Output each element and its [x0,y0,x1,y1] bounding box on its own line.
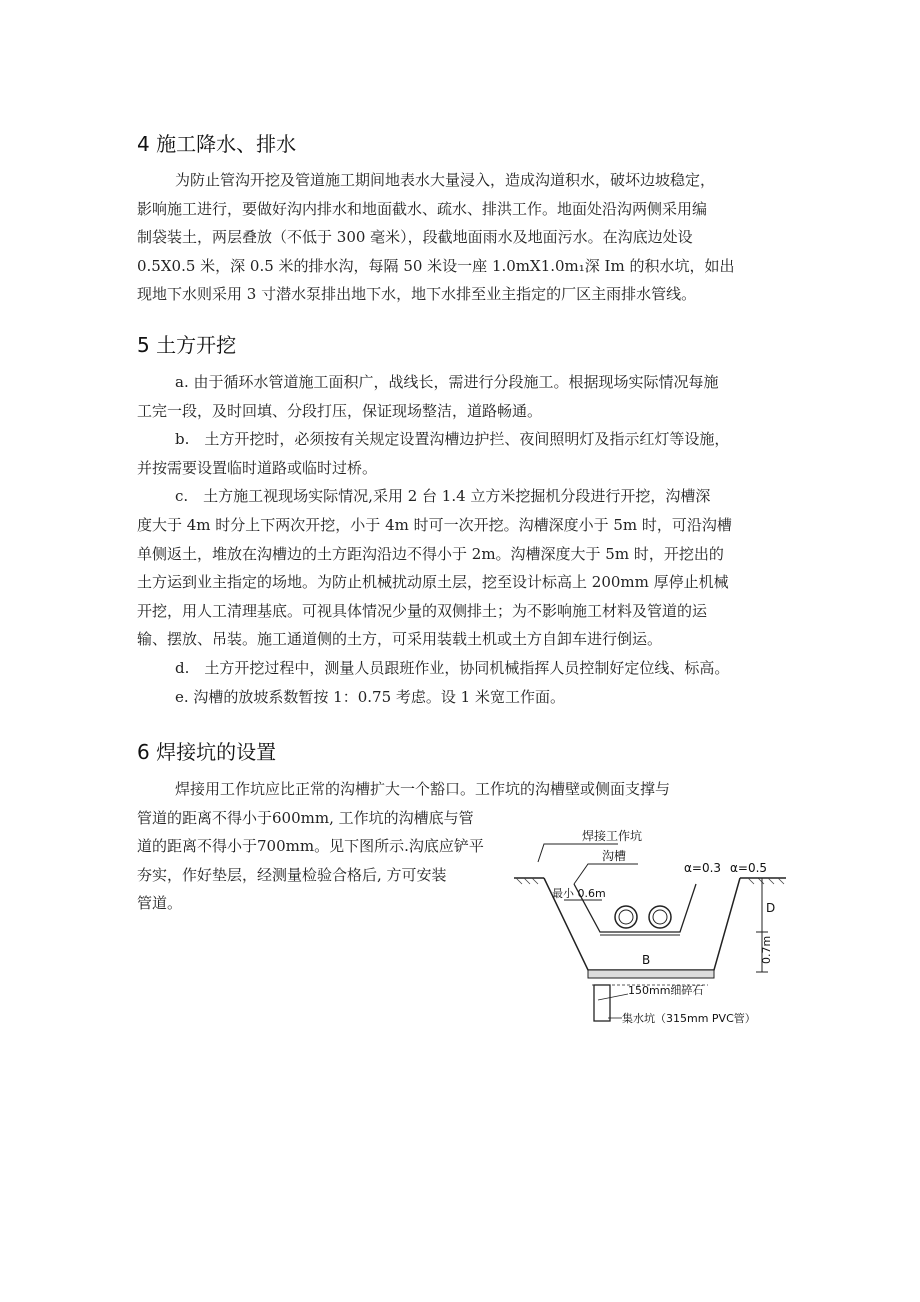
label-min-distance: 最小 0.6m [552,887,606,900]
paragraph-line: 制袋装土，两层叠放（不低于 300 毫米），段截地面雨水及地面污水。在沟底边处设 [137,228,693,247]
paragraph-line: 夯实，作好垫层，经测量检验合格后, 方可安装 [137,865,447,884]
bedding-layer [588,970,714,978]
paragraph-line: 管道。 [137,894,183,913]
label-welding-pit: 焊接工作坑 [582,829,643,843]
paragraph-line: 并按需要设置临时道路或临时过桥。 [137,458,378,477]
paragraph-line: 影响施工进行，要做好沟内排水和地面截水、疏水、排洪工作。地面处沿沟两侧采用编 [137,199,708,218]
welding-pit-diagram [508,822,790,1032]
label-width-b: B [642,953,651,967]
pipe-left-icon [615,906,637,928]
paragraph-line: 度大于 4m 时分上下两次开挖，小于 4m 时可一次开挖。沟槽深度小于 5m 时，可沿沟槽 [137,515,732,534]
gravel-leader-line [598,994,628,1000]
paragraph-line: e. 沟槽的放坡系数暂按 1：0.75 考虑。设 1 米宽工作面。 [175,687,565,706]
section-5-paragraph [137,368,789,711]
paragraph-line: 工完一段，及时回填、分段打压，保证现场整洁，道路畅通。 [137,401,543,420]
paragraph-line: 焊接用工作坑应比正常的沟槽扩大一个豁口。工作坑的沟槽壁或侧面支撑与 [175,780,671,798]
paragraph-line: 0.5X0.5 米，深 0.5 米的排水沟，每隔 50 米设一座 1.0mX1.0m₁深 Im 的积水坑，如出 [137,256,735,275]
paragraph-line: c. 土方施工视现场实际情况,采用 2 台 1.4 立方米挖掘机分段进行开挖，沟槽深 [175,487,711,506]
section-6-heading: 6 焊接坑的设置 [137,740,277,764]
label-0-7m: 0.7m [760,935,773,964]
paragraph-line: 输、摆放、吊装。施工通道侧的土方，可采用装载土机或土方自卸车进行倒运。 [137,630,663,649]
label-gravel: 150mm细碎石 [628,984,704,997]
paragraph-line: 开挖，用人工清理基底。可视具体情况少量的双侧排土；为不影响施工材料及管道的运 [137,601,708,620]
paragraph-line: 土方运到业主指定的场地。为防止机械扰动原土层，挖至设计标高上 200mm 厚停止机械 [137,573,729,592]
section-5-heading: 5 土方开挖 [137,333,237,357]
paragraph-line: d. 土方开挖过程中，测量人员跟班作业，协同机械指挥人员控制好定位线、标高。 [175,658,730,677]
pipe-left-inner-icon [619,910,633,924]
welding-pit-diagram-svg [508,822,790,1032]
label-sump: 集水坑（315mm PVC管） [622,1012,756,1025]
label-depth-d: D [766,901,776,915]
paragraph-line: 单侧返土，堆放在沟槽边的土方距沟沿边不得小于 2m。沟槽深度大于 5m 时，开挖出的 [137,544,724,563]
section-4-heading: 4 施工降水、排水 [137,132,297,156]
label-slope-left: α=0.3 [684,861,722,875]
paragraph-line: 为防止管沟开挖及管道施工期间地表水大量浸入，造成沟道积水，破坏边坡稳定， [175,171,716,189]
sump-pit [594,985,610,1021]
section-4-paragraph [137,166,789,309]
paragraph-line: 现地下水则采用 3 寸潜水泵排出地下水，地下水排至业主指定的厂区主雨排水管线。 [137,285,697,304]
paragraph-line: b. 土方开挖时，必须按有关规定设置沟槽边护拦、夜间照明灯及指示红灯等设施， [175,430,730,449]
pipe-right-inner-icon [653,910,667,924]
pipe-right-icon [649,906,671,928]
paragraph-line: a. 由于循环水管道施工面积广，战线长，需进行分段施工。根据现场实际情况每施 [175,373,719,391]
label-slope-right: α=0.5 [730,861,768,875]
paragraph-line: 管道的距离不得小于600mm, 工作坑的沟槽底与管 [137,808,474,827]
paragraph-line: 道的距离不得小于700mm。见下图所示.沟底应铲平 [137,837,484,856]
ground-hatching [516,878,784,884]
trench-leader-line [574,864,638,884]
label-trench: 沟槽 [602,849,627,863]
